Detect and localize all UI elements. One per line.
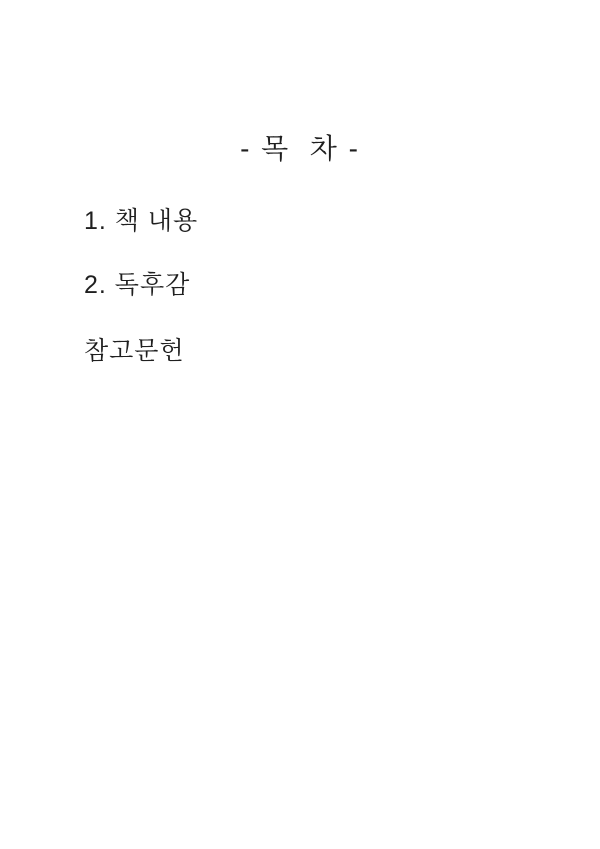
toc-item-references: 참고문헌 <box>84 337 185 365</box>
toc-item-book-content: 1. 책 내용 <box>84 207 199 235</box>
toc-item-book-review: 2. 독후감 <box>84 271 191 299</box>
toc-title: - 목 차 - <box>240 133 360 164</box>
